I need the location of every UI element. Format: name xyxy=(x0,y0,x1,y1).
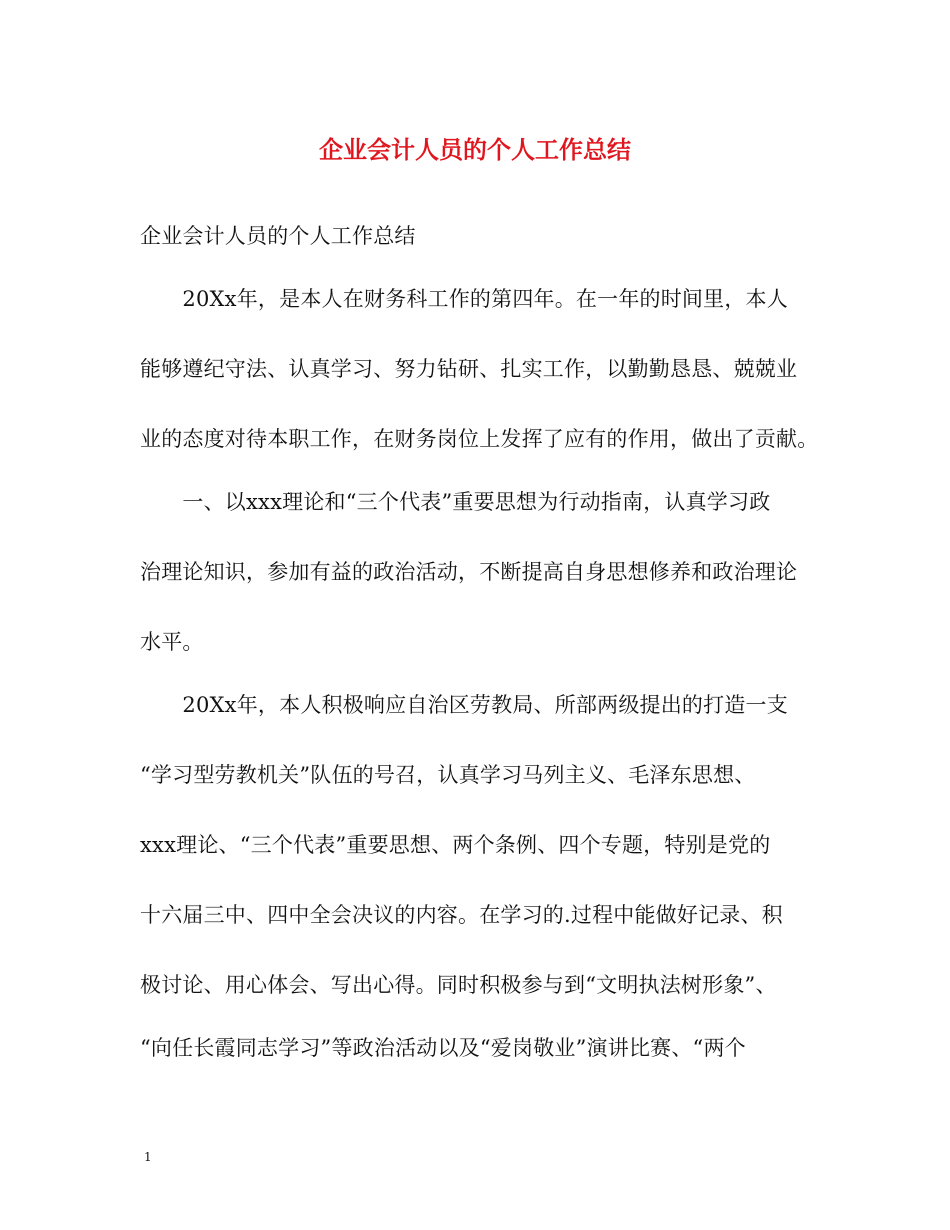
page-number: 1 xyxy=(144,1150,152,1164)
text-line-11: 十六届三中、四中全会决议的内容。在学习的.过程中能做好记录、积 xyxy=(140,903,783,927)
text-line-2: 20Xx年，是本人在财务科工作的第四年。在一年的时间里，本人 xyxy=(140,287,788,311)
text-line-4: 业的态度对待本职工作，在财务岗位上发挥了应有的作用，做出了贡献。 xyxy=(140,427,819,451)
text-line-6: 治理论知识，参加有益的政治活动，不断提高自身思想修养和政治理论 xyxy=(140,560,798,584)
text-line-5: 一、以xxx理论和“三个代表”重要思想为行动指南，认真学习政 xyxy=(140,490,771,514)
text-line-1: 企业会计人员的个人工作总结 xyxy=(140,224,416,248)
document-title: 企业会计人员的个人工作总结 xyxy=(319,135,631,164)
text-line-10: xxx理论、“三个代表”重要思想、两个条例、四个专题，特别是党的 xyxy=(140,833,771,857)
text-line-13: “向任长霞同志学习”等政治活动以及“爱岗敬业”演讲比赛、“两个 xyxy=(140,1036,746,1060)
text-line-8: 20Xx年，本人积极响应自治区劳教局、所部两级提出的打造一支 xyxy=(140,693,788,717)
text-line-9: “学习型劳教机关”队伍的号召，认真学习马列主义、毛泽东思想、 xyxy=(140,763,756,787)
text-line-3: 能够遵纪守法、认真学习、努力钻研、扎实工作，以勤勤恳恳、兢兢业 xyxy=(140,357,798,381)
text-line-7: 水平。 xyxy=(140,630,204,654)
text-line-12: 极讨论、用心体会、写出心得。同时积极参与到“文明执法树形象”、 xyxy=(140,973,777,997)
